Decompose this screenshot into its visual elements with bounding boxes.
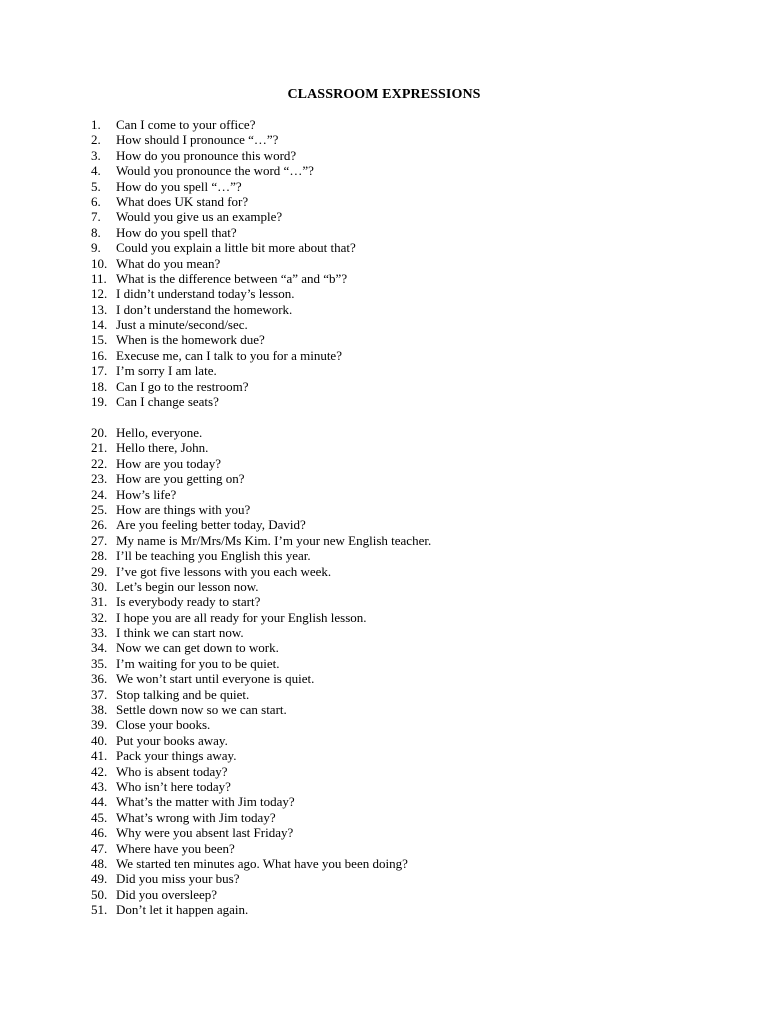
item-number: 47.: [91, 840, 108, 856]
list-item: [91, 687, 431, 702]
item-text: How do you spell that?: [116, 224, 237, 240]
item-text: Are you feeling better today, David?: [116, 517, 306, 533]
list-item: [91, 179, 356, 194]
expression-list-classroom-requests: [91, 117, 356, 409]
list-item: [91, 702, 431, 717]
list-item: [91, 671, 431, 686]
list-item: [91, 363, 356, 378]
item-text: When is the homework due?: [116, 332, 265, 348]
list-item: [91, 132, 356, 147]
item-text: I didn’t understand today’s lesson.: [116, 286, 295, 302]
item-number: 6.: [91, 193, 101, 209]
item-number: 49.: [91, 871, 108, 887]
item-text: How do you spell “…”?: [116, 178, 242, 194]
list-item: [91, 579, 431, 594]
item-text: We won’t start until everyone is quiet.: [116, 671, 315, 687]
list-item: [91, 394, 356, 409]
list-item: [91, 871, 431, 886]
list-item: [91, 440, 431, 455]
item-number: 1.: [91, 117, 101, 132]
list-item: [91, 194, 356, 209]
list-item: [91, 717, 431, 732]
item-number: 16.: [91, 347, 108, 363]
list-item: [91, 841, 431, 856]
item-number: 45.: [91, 809, 108, 825]
item-text: Just a minute/second/sec.: [116, 317, 248, 333]
list-item: [91, 471, 431, 486]
item-text: I think we can start now.: [116, 625, 244, 641]
item-number: 35.: [91, 655, 108, 671]
item-number: 15.: [91, 332, 108, 348]
item-number: 32.: [91, 609, 108, 625]
list-item: [91, 163, 356, 178]
item-number: 34.: [91, 640, 108, 656]
expression-list-teacher-phrases: [91, 425, 431, 918]
item-text: Is everybody ready to start?: [116, 594, 261, 610]
list-item: [91, 302, 356, 317]
item-text: Who is absent today?: [116, 763, 228, 779]
item-text: Settle down now so we can start.: [116, 702, 287, 718]
item-number: 37.: [91, 686, 108, 702]
item-text: Now we can get down to work.: [116, 640, 279, 656]
list-item: [91, 887, 431, 902]
item-text: Hello, everyone.: [116, 425, 203, 440]
item-number: 51.: [91, 902, 108, 918]
item-text: Execuse me, can I talk to you for a minute?: [116, 347, 342, 363]
item-text: How are you getting on?: [116, 471, 245, 487]
list-item: [91, 317, 356, 332]
item-number: 33.: [91, 625, 108, 641]
list-item: [91, 825, 431, 840]
list-item: [91, 456, 431, 471]
item-number: 4.: [91, 163, 101, 179]
item-number: 23.: [91, 471, 108, 487]
item-number: 7.: [91, 209, 101, 225]
item-number: 24.: [91, 486, 108, 502]
item-number: 21.: [91, 440, 108, 456]
list-item: [91, 502, 431, 517]
item-number: 9.: [91, 240, 101, 256]
item-text: Pack your things away.: [116, 748, 237, 764]
list-item: [91, 348, 356, 363]
list-item: [91, 625, 431, 640]
item-number: 5.: [91, 178, 101, 194]
item-number: 25.: [91, 501, 108, 517]
list-item: [91, 256, 356, 271]
list-item: [91, 271, 356, 286]
list-item: [91, 240, 356, 255]
item-number: 12.: [91, 286, 108, 302]
item-number: 13.: [91, 301, 108, 317]
item-number: 29.: [91, 563, 108, 579]
list-item: [91, 594, 431, 609]
item-number: 11.: [91, 270, 107, 286]
list-item: [91, 209, 356, 224]
list-item: [91, 810, 431, 825]
item-number: 48.: [91, 855, 108, 871]
item-text: Would you pronounce the word “…”?: [116, 163, 314, 179]
item-number: 19.: [91, 394, 108, 410]
item-number: 8.: [91, 224, 101, 240]
item-number: 22.: [91, 455, 108, 471]
item-text: I’ll be teaching you English this year.: [116, 548, 311, 564]
item-text: How should I pronounce “…”?: [116, 132, 279, 148]
item-text: Stop talking and be quiet.: [116, 686, 250, 702]
list-item: [91, 332, 356, 347]
list-item: [91, 225, 356, 240]
list-item: [91, 610, 431, 625]
list-item: [91, 425, 431, 440]
item-text: What’s the matter with Jim today?: [116, 794, 295, 810]
item-text: Could you explain a little bit more about that?: [116, 240, 356, 256]
item-text: What’s wrong with Jim today?: [116, 809, 276, 825]
item-number: 3.: [91, 147, 101, 163]
list-item: [91, 764, 431, 779]
item-text: Don’t let it happen again.: [116, 902, 249, 918]
item-number: 14.: [91, 317, 108, 333]
item-text: How’s life?: [116, 486, 177, 502]
item-number: 50.: [91, 886, 108, 902]
item-number: 10.: [91, 255, 108, 271]
item-text: Can I come to your office?: [116, 117, 256, 132]
list-item: [91, 794, 431, 809]
list-item: [91, 286, 356, 301]
item-text: Hello there, John.: [116, 440, 209, 456]
item-text: How do you pronounce this word?: [116, 147, 297, 163]
item-text: Can I change seats?: [116, 394, 219, 410]
item-text: Let’s begin our lesson now.: [116, 578, 259, 594]
item-text: I’m sorry I am late.: [116, 363, 217, 379]
item-text: Did you oversleep?: [116, 886, 218, 902]
item-text: What do you mean?: [116, 255, 221, 271]
item-text: We started ten minutes ago. What have you been doing?: [116, 855, 408, 871]
list-item: [91, 564, 431, 579]
item-text: How are things with you?: [116, 501, 251, 517]
item-text: I’m waiting for you to be quiet.: [116, 655, 280, 671]
item-number: 20.: [91, 425, 108, 440]
item-text: How are you today?: [116, 455, 222, 471]
item-text: What does UK stand for?: [116, 193, 249, 209]
item-number: 40.: [91, 732, 108, 748]
item-number: 44.: [91, 794, 108, 810]
item-text: What is the difference between “a” and “b”?: [116, 270, 348, 286]
list-item: [91, 533, 431, 548]
item-text: I hope you are all ready for your English lesson.: [116, 609, 367, 625]
item-text: I don’t understand the homework.: [116, 301, 293, 317]
item-number: 43.: [91, 778, 108, 794]
item-number: 38.: [91, 702, 108, 718]
list-item: [91, 733, 431, 748]
list-item: [91, 148, 356, 163]
item-number: 30.: [91, 578, 108, 594]
item-text: Why were you absent last Friday?: [116, 825, 294, 841]
item-number: 46.: [91, 825, 108, 841]
list-item: [91, 856, 431, 871]
list-item: [91, 548, 431, 563]
item-number: 31.: [91, 594, 108, 610]
list-item: [91, 379, 356, 394]
list-item: [91, 487, 431, 502]
item-number: 36.: [91, 671, 108, 687]
item-text: Where have you been?: [116, 840, 235, 856]
list-item: [91, 656, 431, 671]
item-text: Put your books away.: [116, 732, 228, 748]
item-number: 27.: [91, 532, 108, 548]
item-text: Would you give us an example?: [116, 209, 283, 225]
item-text: Who isn’t here today?: [116, 778, 231, 794]
list-item: [91, 640, 431, 655]
item-text: Close your books.: [116, 717, 211, 733]
list-item: [91, 117, 356, 132]
item-number: 28.: [91, 548, 108, 564]
item-number: 26.: [91, 517, 108, 533]
item-text: Did you miss your bus?: [116, 871, 240, 887]
item-text: I’ve got five lessons with you each week.: [116, 563, 332, 579]
item-number: 17.: [91, 363, 108, 379]
list-item: [91, 779, 431, 794]
item-number: 2.: [91, 132, 101, 148]
item-number: 39.: [91, 717, 108, 733]
list-item: [91, 902, 431, 917]
item-text: My name is Mr/Mrs/Ms Kim. I’m your new English teacher.: [116, 532, 432, 548]
list-item: [91, 517, 431, 532]
item-number: 41.: [91, 748, 108, 764]
item-number: 42.: [91, 763, 108, 779]
item-text: Can I go to the restroom?: [116, 378, 249, 394]
item-number: 18.: [91, 378, 108, 394]
list-item: [91, 748, 431, 763]
document-title: CLASSROOM EXPRESSIONS: [287, 87, 481, 102]
